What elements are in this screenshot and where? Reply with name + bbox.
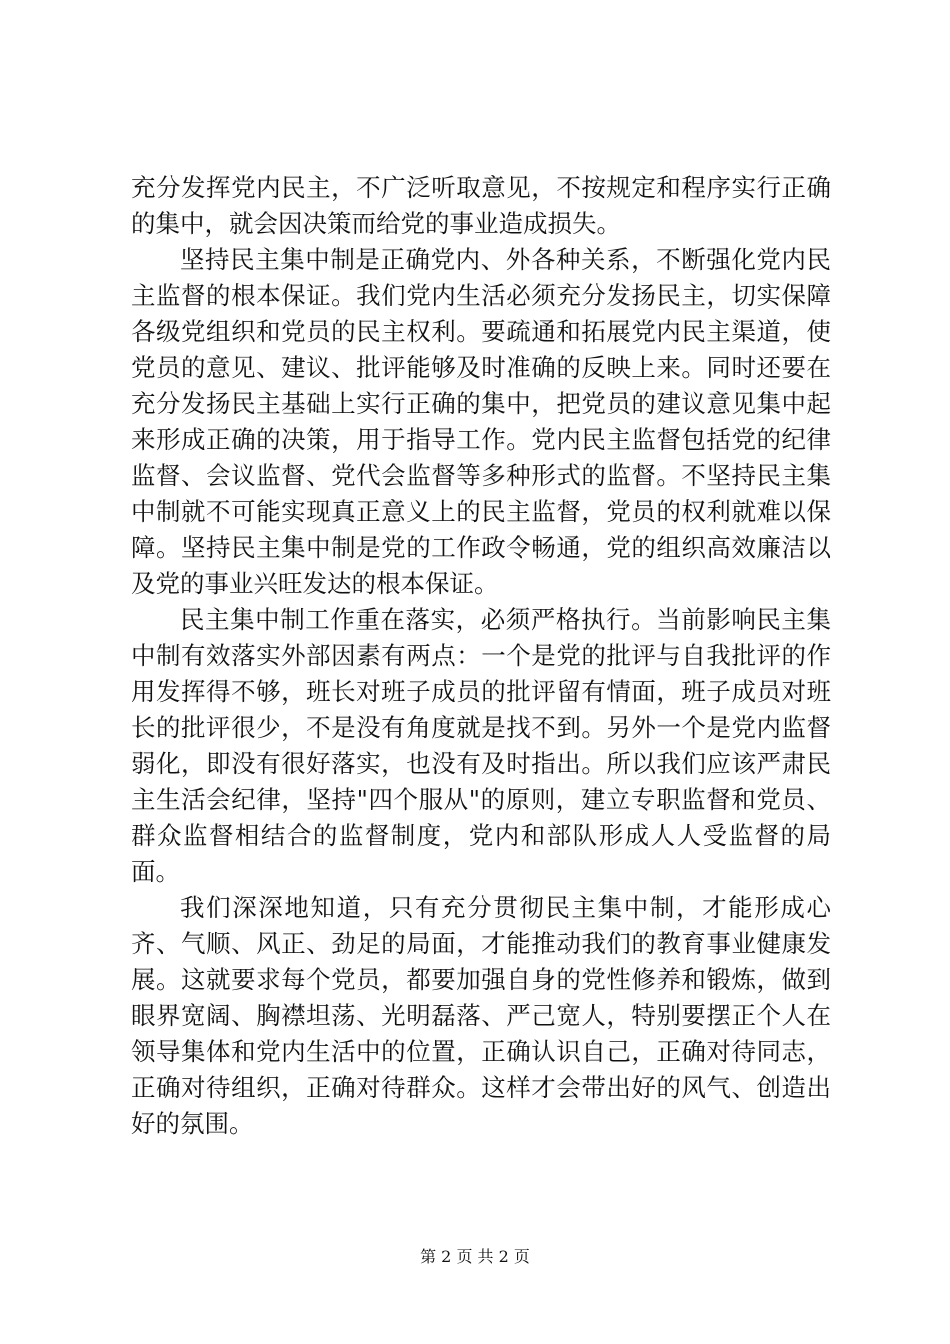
paragraph-2: 坚持民主集中制是正确党内、外各种关系，不断强化党内民主监督的根本保证。我们党内生活必须充分发扬民主，切实保障各级党组织和党员的民主权利。要疏通和拓展党内民主渠道，使党员的意见、建议、批评能够及时准确的反映上来。同时还要在充分发扬民主基础上实行正确的集中，把党员的建议意见集中起来形成正确的决策，用于指导工作。党内民主监督包括党的纪律监督、会议监督、党代会监督等多种形式的监督。不坚持民主集中制就不可能实现真正意义上的民主监督，党员的权利就难以保障。坚持民主集中制是党的工作政令畅通，党的组织高效廉洁以及党的事业兴旺发达的根本保证。 (131, 245, 831, 598)
paragraph-1: 充分发挥党内民主，不广泛听取意见，不按规定和程序实行正确的集中，就会因决策而给党的事业造成损失。 (131, 173, 831, 238)
paragraph-4: 我们深深地知道，只有充分贯彻民主集中制，才能形成心齐、气顺、风正、劲足的局面，才能推动我们的教育事业健康发展。这就要求每个党员，都要加强自身的党性修养和锻炼，做到眼界宽阔、胸襟坦荡、光明磊落、严己宽人，特别要摆正个人在领导集体和党内生活中的位置，正确认识自己，正确对待同志，正确对待组织，正确对待群众。这样才会带出好的风气、创造出好的氛围。 (131, 893, 831, 1138)
document-body (131, 170, 831, 1142)
paragraph-3: 民主集中制工作重在落实，必须严格执行。当前影响民主集中制有效落实外部因素有两点：一个是党的批评与自我批评的作用发挥得不够，班长对班子成员的批评留有情面，班子成员对班长的批评很少，不是没有角度就是找不到。另外一个是党内监督弱化，即没有很好落实，也没有及时指出。所以我们应该严肃民主生活会纪律，坚持"四个服从"的原则，建立专职监督和党员、群众监督相结合的监督制度，党内和部队形成人人受监督的局面。 (131, 605, 831, 886)
page-footer: 第 2 页 共 2 页 (420, 1247, 530, 1266)
